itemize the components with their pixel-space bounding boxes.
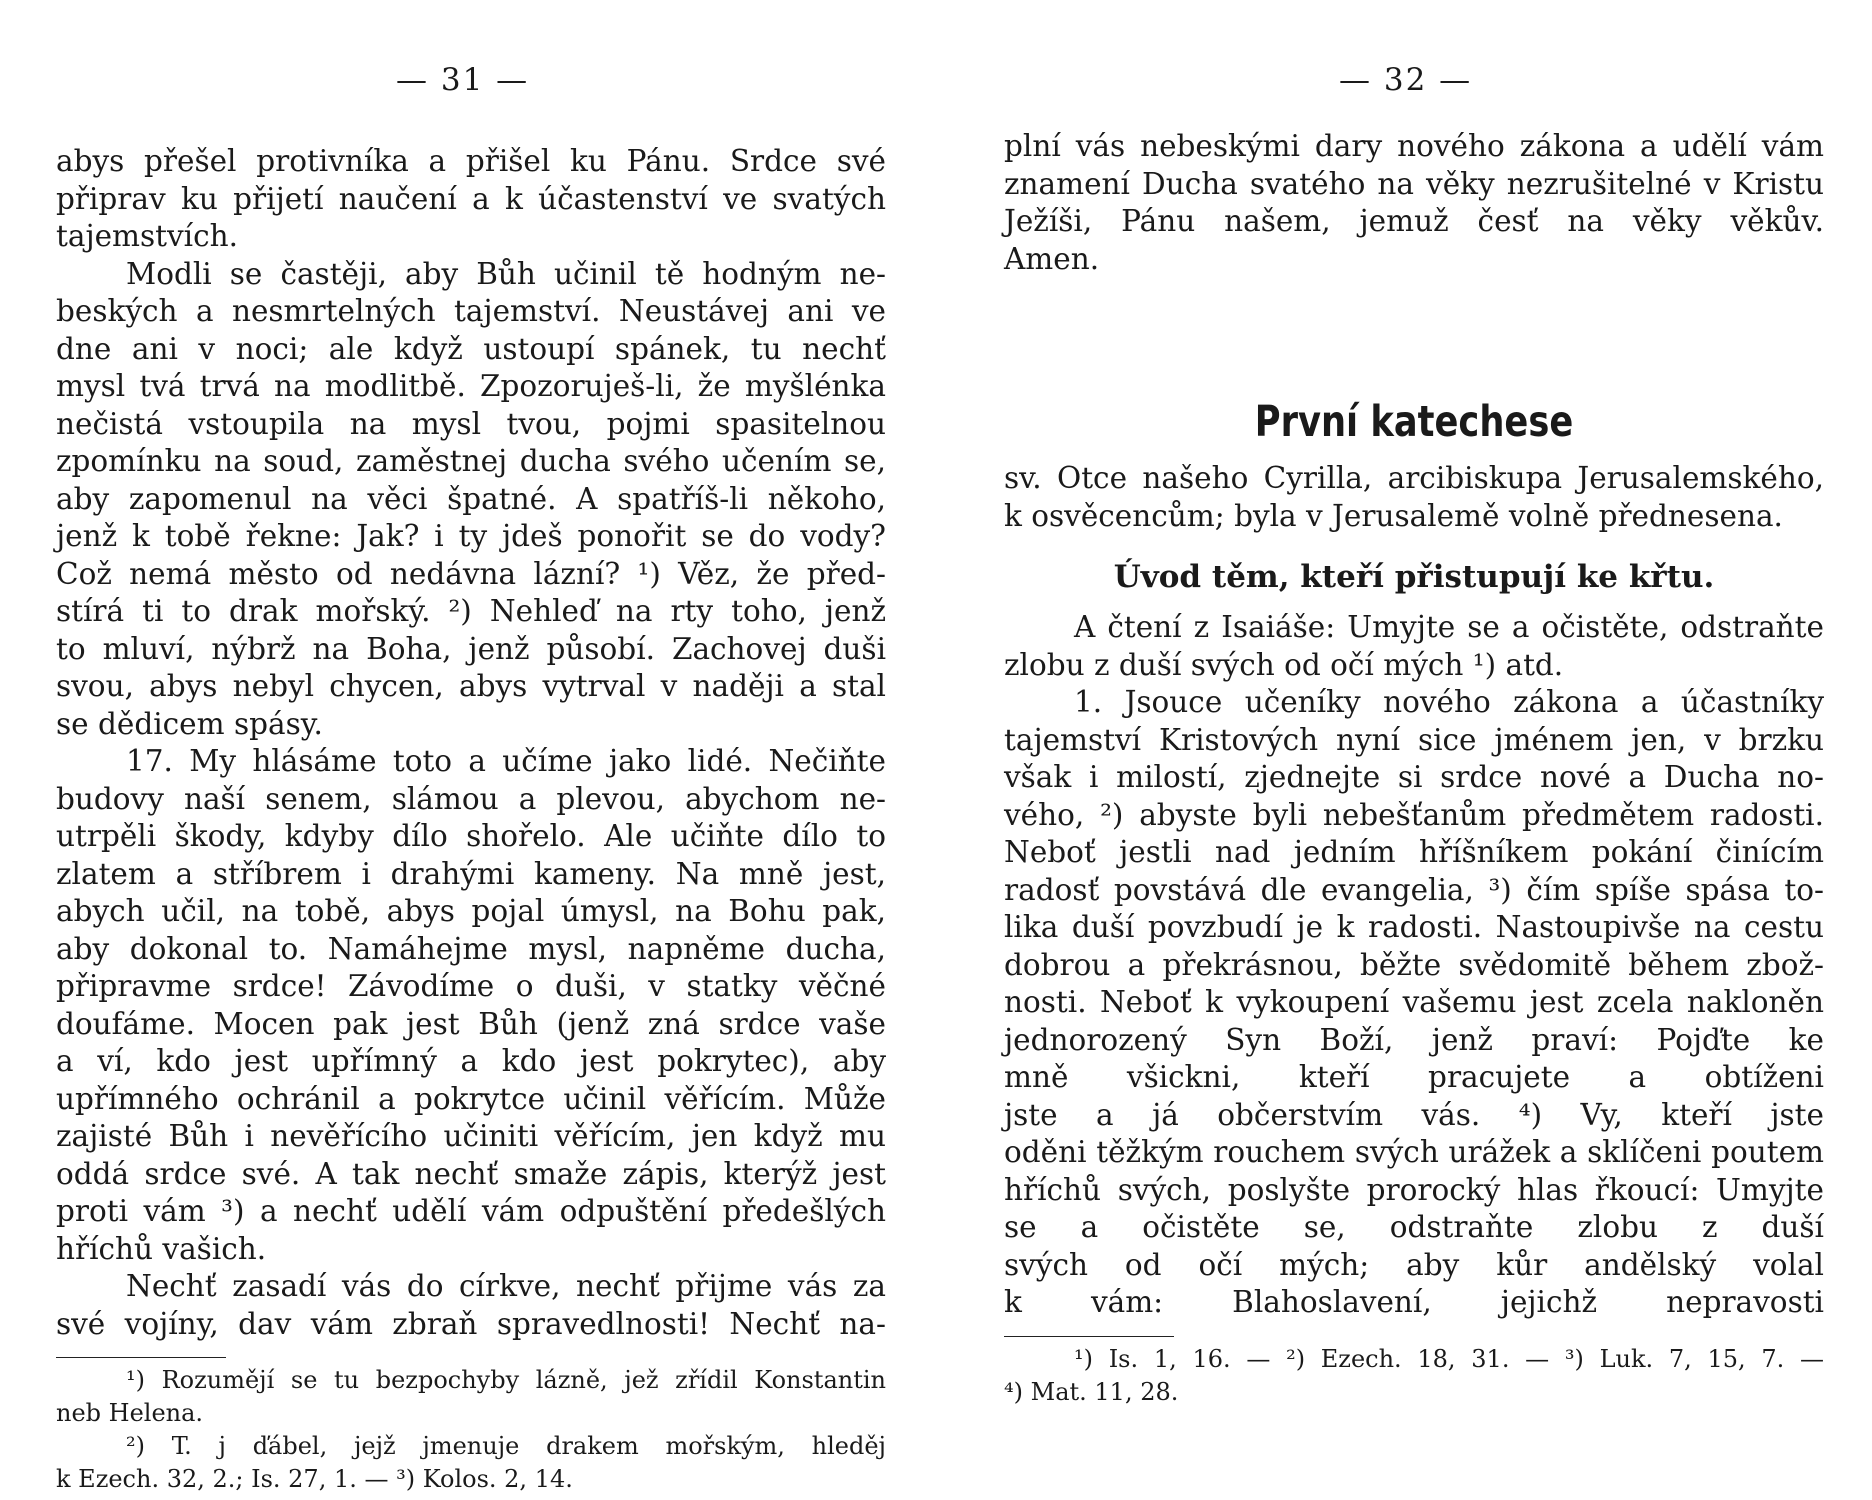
text-line: znamení Ducha svatého na věky nezrušitelné v Kristu (1004, 166, 1824, 201)
text-line: zlobu z duší svých od očí mých ¹) atd. (1004, 647, 1564, 682)
text-line: Amen. (1004, 241, 1100, 276)
right-page (1004, 0, 1824, 1500)
text-line: plní vás nebeskými dary nového zákona a udělí vám (1004, 129, 1824, 163)
text-line: nečistá vstoupila na mysl tvou, pojmi spasitelnou (56, 406, 886, 441)
text-line: zpomínku na soud, zaměstnej ducha svého učením se, (56, 444, 886, 478)
text-line: nosti. Neboť k vykoupení vašemu jest zcela nakloněn (1004, 985, 1824, 1019)
footnote-line: ¹) Rozumějí se tu bezpochyby lázně, jež zřídil Konstantin (126, 1366, 886, 1394)
text-line: jednorozený Syn Boží, jenž praví: Pojďte ke (1004, 1022, 1824, 1057)
text-line: tajemství Kristových nyní sice jménem jen, v brzku (1004, 722, 1824, 757)
text-line: stírá ti to drak mořský. ²) Nehleď na rty toho, jenž (56, 594, 886, 628)
text-line: lika duší povzbudí je k radosti. Nastoupivše na cestu (1004, 910, 1824, 944)
section-heading: Úvod těm, kteří přistupují ke křtu. (1113, 559, 1715, 595)
footnote-line: ¹) Is. 1, 16. — ²) Ezech. 18, 31. — ³) Luk. 7, 15, 7. — (1074, 1344, 1824, 1373)
text-line: jenž k tobě řekne: Jak? i ty jdeš ponořit se do vody? (56, 519, 886, 553)
text-line: A čtení z Isaiáše: Umyjte se a očistěte, odstraňte (1074, 610, 1824, 644)
text-line: oděni těžkým rouchem svých urážek a sklíčeni poutem (1004, 1135, 1824, 1169)
text-line: zajisté Bůh i nevěřícího učiniti věřícím, jen když mu (56, 1119, 886, 1153)
footnote-line: ²) T. j ďábel, jejž jmenuje drakem mořským, hleděj (126, 1432, 886, 1460)
text-line: a ví, kdo jest upřímný a kdo jest pokrytec), aby (56, 1044, 886, 1078)
text-line: připrav ku přijetí naučení a k účastenství ve svatých (56, 181, 886, 216)
text-line: oddá srdce své. A tak nechť smaže zápis, kterýž jest (56, 1156, 886, 1191)
footnote-line: k Ezech. 32, 2.; Is. 27, 1. — ³) Kolos. 2, 14. (56, 1465, 573, 1493)
text-line: utrpěli škody, kdyby dílo shořelo. Ale učiňte dílo to (56, 819, 886, 853)
text-line: abych učil, na tobě, abys pojal úmysl, na Bohu pak, (56, 894, 886, 928)
chapter-title: První katechese (1254, 397, 1574, 447)
right-page-body (1004, 128, 1824, 1409)
subtitle-line: k osvěcencům; byla v Jerusalemě volně přednesena. (1004, 498, 1783, 533)
text-line: abys přešel protivníka a přišel ku Pánu. Srdce své (56, 144, 886, 178)
left-page-body (56, 143, 886, 1496)
text-line: svých od očí mých; aby kůr andělský volal (1004, 1247, 1824, 1282)
text-line: Neboť jestli nad jedním hříšníkem pokání činícím (1004, 835, 1824, 869)
text-line: proti vám ³) a nechť udělí vám odpuštění předešlých (56, 1194, 886, 1228)
text-line: připravme srdce! Závodíme o duši, v statky věčné (56, 969, 886, 1003)
text-line: to mluví, nýbrž na Boha, jenž působí. Zachovej duši (56, 631, 886, 666)
text-line: se a očistěte se, odstraňte zlobu z duší (1004, 1210, 1824, 1244)
text-line: k vám: Blahoslavení, jejichž nepravosti (1004, 1285, 1824, 1319)
page-number: — 31 — (396, 62, 530, 98)
text-line: se dědicem spásy. (56, 706, 323, 741)
text-line: své vojíny, dav vám zbraň spravedlnosti! Nechť na- (56, 1306, 886, 1341)
text-line: 17. My hlásáme toto a učíme jako lidé. Nečiňte (126, 744, 886, 778)
text-line: radosť povstává dle evangelia, ³) čím spíše spása to- (1004, 872, 1824, 907)
text-line: hříchů vašich. (56, 1231, 267, 1266)
footnote-line: ⁴) Mat. 11, 28. (1004, 1377, 1179, 1406)
text-line: beských a nesmrtelných tajemství. Neustávej ani ve (56, 294, 886, 328)
text-line: dobrou a překrásnou, běžte svědomitě během zbož- (1004, 947, 1824, 982)
text-line: jste a já občerstvím vás. ⁴) Vy, kteří jste (1004, 1097, 1824, 1132)
text-line: aby zapomenul na věci špatné. A spatříš-li někoho, (56, 481, 886, 516)
text-line: aby dokonal to. Namáhejme mysl, napněme ducha, (56, 931, 886, 966)
text-line: hříchů svých, poslyšte prorocký hlas řkoucí: Umyjte (1004, 1172, 1824, 1207)
text-line: Modli se častěji, aby Bůh učinil tě hodným ne- (126, 256, 886, 291)
text-line: vého, ²) abyste byli nebešťanům předmětem radosti. (1004, 797, 1824, 832)
text-line: Ježíši, Pánu našem, jemuž česť na věky věkův. (1004, 204, 1824, 238)
text-line: svou, abys nebyl chycen, abys vytrval v naději a stal (56, 669, 886, 703)
page-number: — 32 — (1339, 62, 1473, 98)
text-line: Což nemá město od nedávna lázní? ¹) Věz, že před- (56, 556, 886, 591)
text-line: mně všickni, kteří pracujete a obtíženi (1004, 1060, 1824, 1094)
footnote-line: neb Helena. (56, 1399, 204, 1427)
text-line: budovy naší senem, slámou a plevou, abychom ne- (56, 781, 886, 816)
text-line: upřímného ochránil a pokrytce učinil věřícím. Může (56, 1081, 886, 1116)
text-line: doufáme. Mocen pak jest Bůh (jenž zná srdce vaše (56, 1006, 886, 1041)
text-line: dne ani v noci; ale když ustoupí spánek, tu nechť (56, 331, 886, 366)
text-line: zlatem a stříbrem i drahými kameny. Na mně jest, (56, 856, 886, 891)
text-line: Nechť zasadí vás do církve, nechť přijme vás za (126, 1269, 886, 1303)
text-line: 1. Jsouce učeníky nového zákona a účastníky (1074, 685, 1824, 719)
text-line: však i milostí, zjednejte si srdce nové a Ducha no- (1004, 760, 1824, 794)
left-page (56, 0, 886, 1500)
text-line: tajemstvích. (56, 219, 239, 253)
subtitle-line: sv. Otce našeho Cyrilla, arcibiskupa Jerusalemského, (1004, 461, 1824, 495)
text-line: mysl tvá trvá na modlitbě. Zpozoruješ-li, že myšlénka (56, 369, 886, 403)
